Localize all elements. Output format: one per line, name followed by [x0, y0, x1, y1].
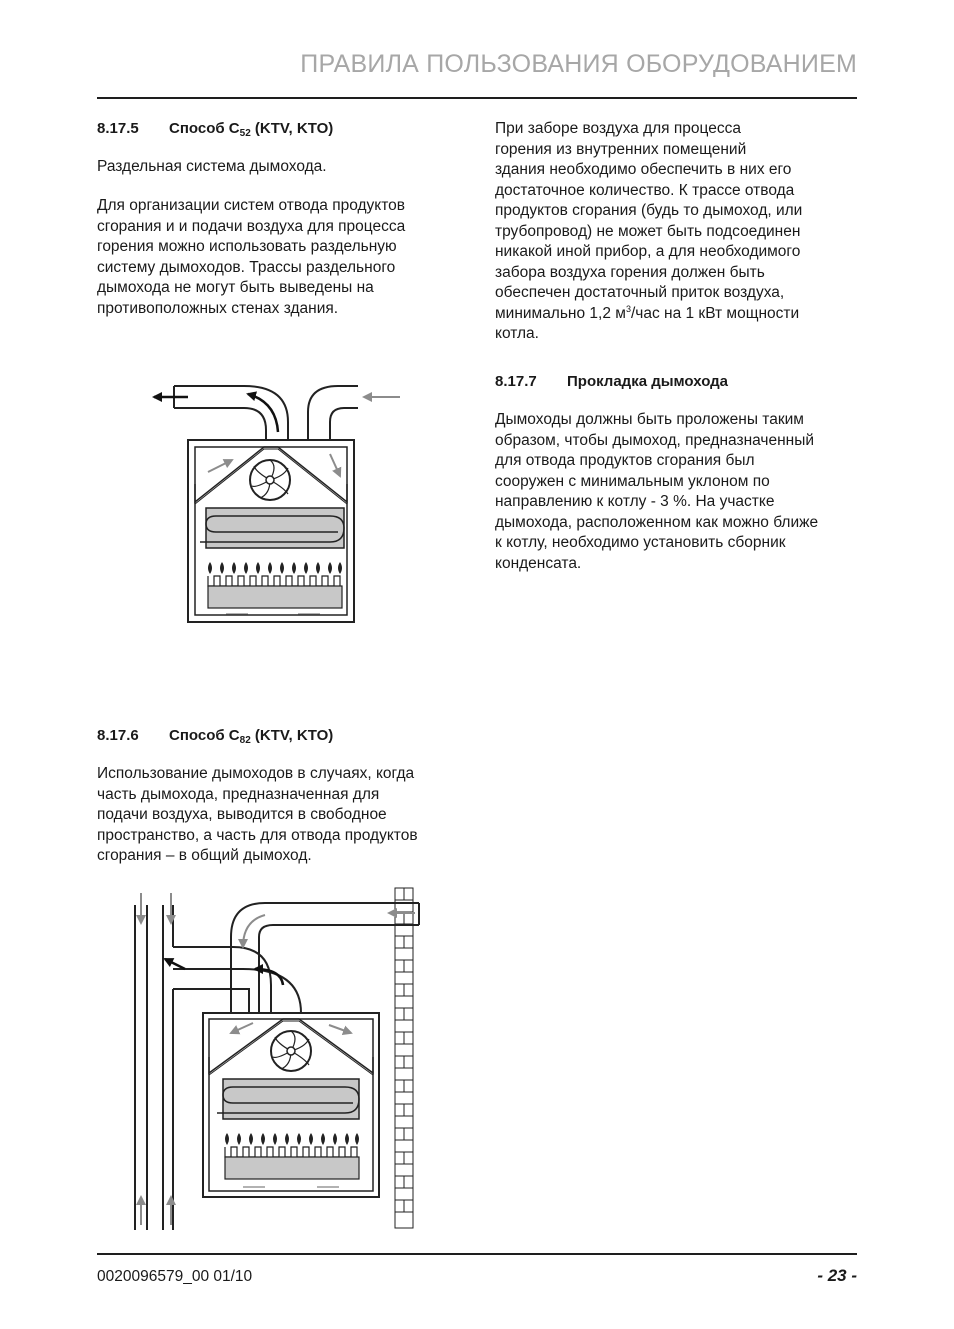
section-8177-title: [495, 373, 728, 390]
section-number: 8.17.6: [97, 727, 139, 744]
air-supply-text-b: /час на 1 кВт мощности котла.: [495, 304, 800, 342]
section-title-prefix: Способ С: [169, 120, 240, 137]
footer-doc-number: 0020096579_00 01/10: [97, 1268, 253, 1285]
boiler-c82-diagram: [125, 885, 425, 1230]
section-title-text: Прокладка дымохода: [567, 373, 729, 390]
section-number: 8.17.7: [495, 373, 537, 390]
footer-page-number: - 23 -: [817, 1266, 857, 1285]
section-8175-p1: Раздельная система дымохода.: [97, 158, 327, 175]
section-title-suffix: (KTV, KTO): [250, 727, 334, 744]
section-8175-title: [97, 120, 333, 139]
air-supply-text-a: При заборе воздуха для процесса горения из внутренних помещений здания необходимо обеспечить в них его достаточное количество. К трассе отвода продуктов сгорания (будь то дымоход, или трубопровод) не может быть подсоединен никакой иной прибор, а для необходимого забора воздуха горения должен быть обеспечен достаточный приток воздуха, минимально 1,2 м: [495, 120, 803, 322]
section-title-subscript: 52: [239, 128, 251, 139]
section-title-subscript: 82: [239, 735, 251, 746]
section-8177-p1: Дымоходы должны быть проложены таким образом, чтобы дымоход, предназначенный для отвода продуктов сгорания был сооружен с минимальным уклоном по направлению к котлу - 3 %. На участке дымохода, расположенном как можно ближе к котлу, необходимо установить сборник конденсата.: [495, 411, 819, 572]
section-number: 8.17.5: [97, 120, 139, 137]
footer-rule: [97, 1253, 857, 1255]
right-col-paragraph: [495, 119, 802, 345]
section-8175-p2: Для организации систем отвода продуктов сгорания и и подачи воздуха для процесса горения можно использовать раздельную систему дымоходов. Трассы раздельного дымохода не могут быть выведены на противоположных стенах здания.: [97, 197, 406, 317]
page-header-title: ПРАВИЛА ПОЛЬЗОВАНИЯ ОБОРУДОВАНИЕМ: [300, 50, 857, 78]
header-rule: [97, 97, 857, 99]
section-title-suffix: (KTV, KTO): [250, 120, 334, 137]
boiler-c52-diagram: [148, 372, 468, 632]
cubic-superscript: 3: [625, 303, 631, 314]
section-title-prefix: Способ С: [169, 727, 240, 744]
section-8176-title: [97, 727, 333, 746]
section-8176-p1: Использование дымоходов в случаях, когда часть дымохода, предназначенная для подачи воздуха, выводится в свободное пространство, а часть для отвода продуктов сгорания – в общий дымоход.: [97, 765, 418, 864]
